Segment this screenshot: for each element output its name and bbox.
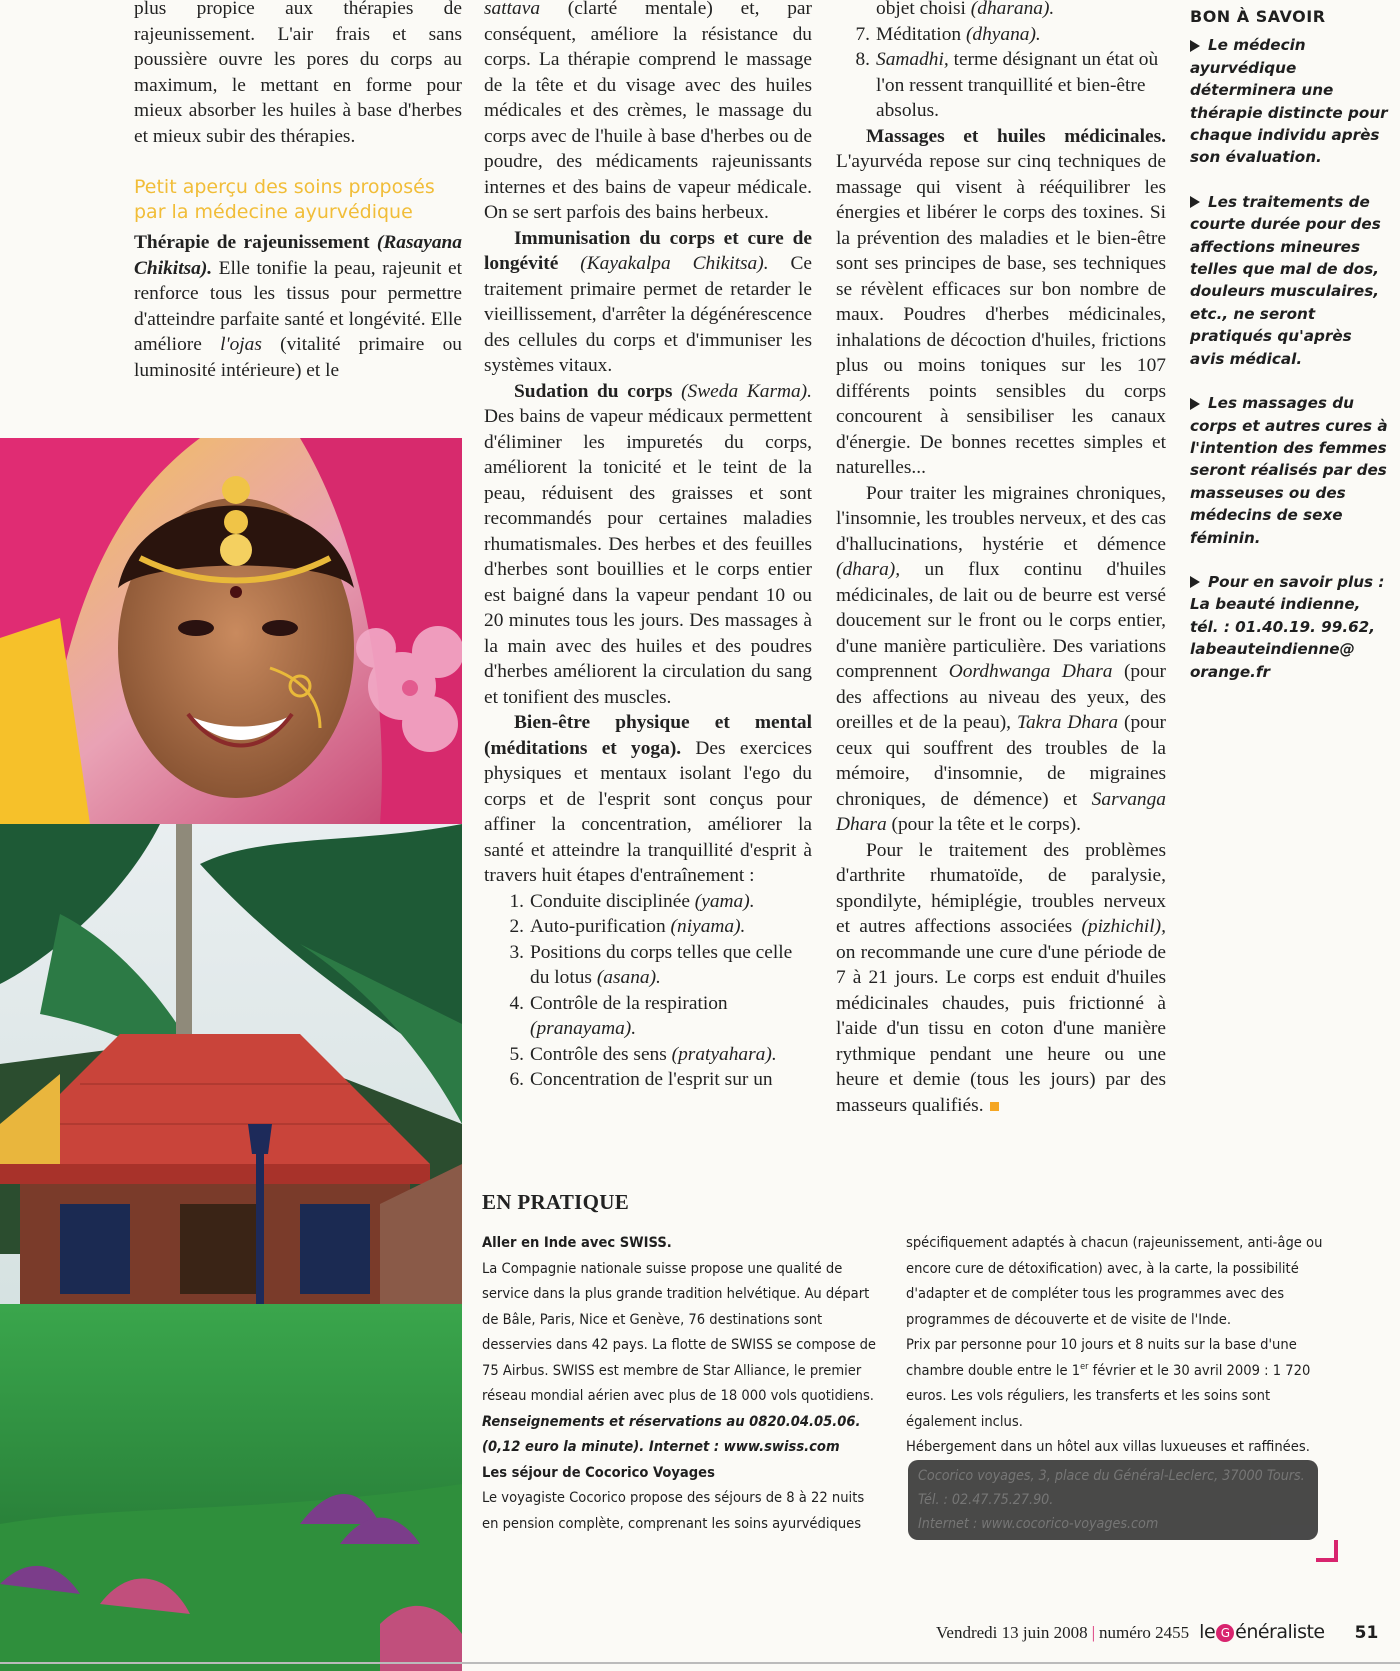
triangle-bullet-icon <box>1190 576 1200 588</box>
swiss-heading: Aller en Inde avec SWISS. <box>482 1234 672 1251</box>
sattava-paragraph: sattava (clarté mentale) et, par conséquent, améliore la résistance du corps. La thérapie comprend le massage de la tête et du visage avec des huiles médicales et des crèmes, le massage du corps avec de l'huile à base d'herbes ou de poudre, des médicaments rajeunissants internes et des bains de vapeur médicale. On se sert parfois des bains herbeux. <box>484 0 812 223</box>
rasayana-paragraph: Thérapie de rajeunissement (Rasayana Chikitsa). Elle tonifie la peau, rajeunit et renforce tous les tissus pour permettre d'atteindre parfaite santé et longévité. Elle améliore l'ojas (vitalité primaire ou luminosité intérieure) et le <box>134 232 462 381</box>
cocorico-text: Le voyagiste Cocorico propose des séjours de 8 à 22 nuits en pension complète, comprenant les soins ayurvédiques <box>482 1489 865 1532</box>
triangle-bullet-icon <box>1190 40 1200 52</box>
list-item: 6. Concentration de l'esprit sur un <box>509 1069 773 1090</box>
sidebar-item: Les massages du corps et autres cures à l'intention des femmes seront réalisés par des masseuses ou des médecins de sexe féminin. <box>1190 394 1388 547</box>
list-item: 8. Samadhi, terme désignant un état où l'on ressent tranquillité et bien-être absolus. <box>855 49 1159 121</box>
kayakalpa-heading: Immunisation du corps et cure de longévité <box>484 227 812 274</box>
article-column-2 <box>484 0 812 1093</box>
en-pratique-box <box>482 1190 1332 1532</box>
corner-end-mark <box>1316 1540 1338 1562</box>
cocorico-hotel: Hébergement dans un hôtel aux villas luxueuses et raffinées. <box>906 1438 1310 1455</box>
end-of-article-mark <box>990 1102 999 1111</box>
page-number: 51 <box>1354 1623 1379 1643</box>
list-item: 5. Contrôle des sens (pratyahara). <box>509 1043 777 1065</box>
contact-phone: Tél. : 02.47.75.27.90. <box>918 1492 1054 1508</box>
photo-resort-villa <box>0 824 462 1671</box>
sidebar-item: Le médecin ayurvédique déterminera une thérapie distincte pour chaque individu après son évaluation. <box>1190 36 1388 167</box>
bien-etre-heading: Bien-être physique et mental (méditations et yoga). <box>484 712 812 759</box>
en-pratique-title: EN PRATIQUE <box>482 1190 630 1214</box>
bien-etre-paragraph: Bien-être physique et mental (méditations et yoga). Des exercices physiques et mentaux isolant l'ego du corps et de l'esprit sont conçus pour affiner la concentration, améliorer la santé et atteindre la tranquillité d'esprit à travers huit étapes d'entraînement : <box>484 712 812 886</box>
article-column-3 <box>836 0 1166 1118</box>
issue-date: Vendredi 13 juin 2008 <box>936 1623 1088 1642</box>
intro-paragraph: plus propice aux thérapies de rajeunissement. L'air frais et sans poussière ouvre les pores du corps au maximum, le mettant en forme pour mieux absorber les huiles à base d'herbes et mieux subir des thérapies. <box>134 0 462 147</box>
bon-a-savoir-sidebar <box>1190 6 1390 705</box>
massages-paragraph: Massages et huiles médicinales. L'ayurvéda repose sur cinq techniques de massage qui visent à rééquilibrer les énergies et libérer le corps des toxines. Si la prévention des maladies et le bien-être sont ses principes de base, ses techniques se révèlent efficaces sur bon nombre de maux. Poudres d'herbes médicinales, inhalations de décoction d'huiles, frictions plus ou moins toniques sur les 107 différents points sensibles du corps concourent à sensibiliser les canaux d'énergie. De bonnes recettes simples et naturelles... <box>836 125 1166 478</box>
contact-website: Internet : www.cocorico-voyages.com <box>918 1516 1159 1532</box>
footer-separator: | <box>1091 1623 1095 1642</box>
triangle-bullet-icon <box>1190 398 1200 410</box>
sweda-heading: Sudation du corps <box>514 380 673 402</box>
cocorico-price: Prix par personne pour 10 jours et 8 nuits sur la base d'une chambre double entre le 1er février et le 30 avril 2009 : 1 720 euros. Les vols réguliers, les transferts et les soins sont également inclus. <box>906 1336 1311 1430</box>
en-pratique-column-1 <box>482 1230 880 1536</box>
en-pratique-column-2 <box>906 1230 1326 1460</box>
list-item: 4. Contrôle de la respiration (pranayama). <box>509 992 728 1039</box>
list-item: 1. Conduite disciplinée (yama). <box>509 890 755 912</box>
migraines-paragraph: Pour traiter les migraines chroniques, l'insomnie, les troubles nerveux, et des cas d'hallucinations, hystérie et démence (dhara), un flux continu d'huiles médicinales, de lait ou de beurre est versé doucement sur le front ou le corps entier, d'une manière particulière. Des variations comprennent Oordhwanga Dhara (pour des affections au niveau des yeux, des oreilles et de la peau), Takra Dhara (pour ceux qui souffrent des troubles de la mémoire, d'insomnie, de migraines chroniques, de démence) et Sarvanga Dhara (pour la tête et le corps). <box>836 482 1166 835</box>
page-footer <box>936 1621 1378 1643</box>
arthrite-paragraph: Pour le traitement des problèmes d'arthrite rhumatoïde, de paralysie, spondilyte, hémiplégie, troubles nerveux et autres affections associées (pizhichil), on recommande une cure d'une période de 7 à 21 jours. Le corps est enduit d'huiles médicinales chaudes, puis frictionné à l'aide d'un tissu en coton d'une manière rythmique pendant une heure ou une heure et demie (tous les jours) par des masseurs qualifiés. <box>836 839 1166 1116</box>
swiss-text: La Compagnie nationale suisse propose une qualité de service dans la plus grande tradition helvétique. Au départ de Bâle, Paris, Nice et Genève, 76 destinations sont desservies dans 42 pays. La flotte de SWISS se compose de 75 Airbus. SWISS est membre de Star Alliance, le premier réseau mondial aérien avec plus de 18 000 vols quotidiens. <box>482 1259 876 1404</box>
swiss-contact: Renseignements et réservations au 0820.04.05.06. (0,12 euro la minute). Internet : www.swiss.com <box>482 1412 861 1455</box>
training-steps-list-continued <box>836 0 1166 124</box>
sweda-paragraph: Sudation du corps (Sweda Karma). Des bains de vapeur médicaux permettent d'éliminer les impuretés du corps, améliorent la tonicité et le teint de la peau, réduisent des graisses et sont recommandés pour certaines maladies rhumatismales. Des herbes et des feuilles d'herbes sont bouillies et le corps entier est baigné dans la vapeur pendant 10 ou 20 minutes tous les jours. Des massages à la main avec des huiles et des poudres d'herbes améliorent la circulation du sang et tonifient des muscles. <box>484 380 812 708</box>
list-item: objet choisi (dharana). <box>876 0 1055 19</box>
massages-heading: Massages et huiles médicinales. <box>866 125 1166 147</box>
sidebar-item: Les traitements de courte durée pour des affections mineures telles que mal de dos, douleurs musculaires, etc., ne seront pratiqués qu'après avis médical. <box>1190 192 1381 368</box>
triangle-bullet-icon <box>1190 196 1200 208</box>
list-item: 3. Positions du corps telles que celle du lotus (asana). <box>509 941 793 988</box>
cocorico-heading: Les séjour de Cocorico Voyages <box>482 1463 715 1481</box>
sidebar-title: BON À SAVOIR <box>1190 7 1326 26</box>
issue-number: numéro 2455 <box>1098 1623 1190 1642</box>
kayakalpa-paragraph: Immunisation du corps et cure de longévité (Kayakalpa Chikitsa). Ce traitement primaire permet de retarder le vieillissement, d'arrêter la dégénérescence des cellules du corps et d'immuniser les systèmes vitaux. <box>484 227 812 376</box>
rasayana-heading: Thérapie de rajeunissement <box>134 232 370 253</box>
list-item: 7. Méditation (dhyana). <box>855 23 1041 45</box>
magazine-logo: le G énéraliste <box>1199 1621 1325 1643</box>
article-column-1 <box>134 0 462 383</box>
cocorico-contact-box <box>908 1460 1318 1540</box>
list-item: 2. Auto-purification (niyama). <box>509 916 746 937</box>
section-subhead: Petit aperçu des soins proposés par la médecine ayurvédique <box>134 176 435 223</box>
bottom-rule <box>0 1662 1400 1664</box>
contact-address: Cocorico voyages, 3, place du Général-Leclerc, 37000 Tours. <box>918 1468 1305 1484</box>
rasayana-term: (Rasayana Chikitsa). <box>134 232 462 279</box>
photo-indian-woman <box>0 438 462 824</box>
cocorico-text-continued: spécifiquement adaptés à chacun (rajeunissement, anti-âge ou encore cure de détoxification) avec, à la carte, la possibilité d'adapter et de compléter tous les programmes avec des programmes de découverte et de visite de l'Inde. <box>906 1234 1323 1328</box>
sidebar-item: Pour en savoir plus : La beauté indienne, tél. : 01.40.19. 99.62, labeauteindienne@ orange.fr <box>1190 572 1385 681</box>
training-steps-list <box>484 889 812 1093</box>
